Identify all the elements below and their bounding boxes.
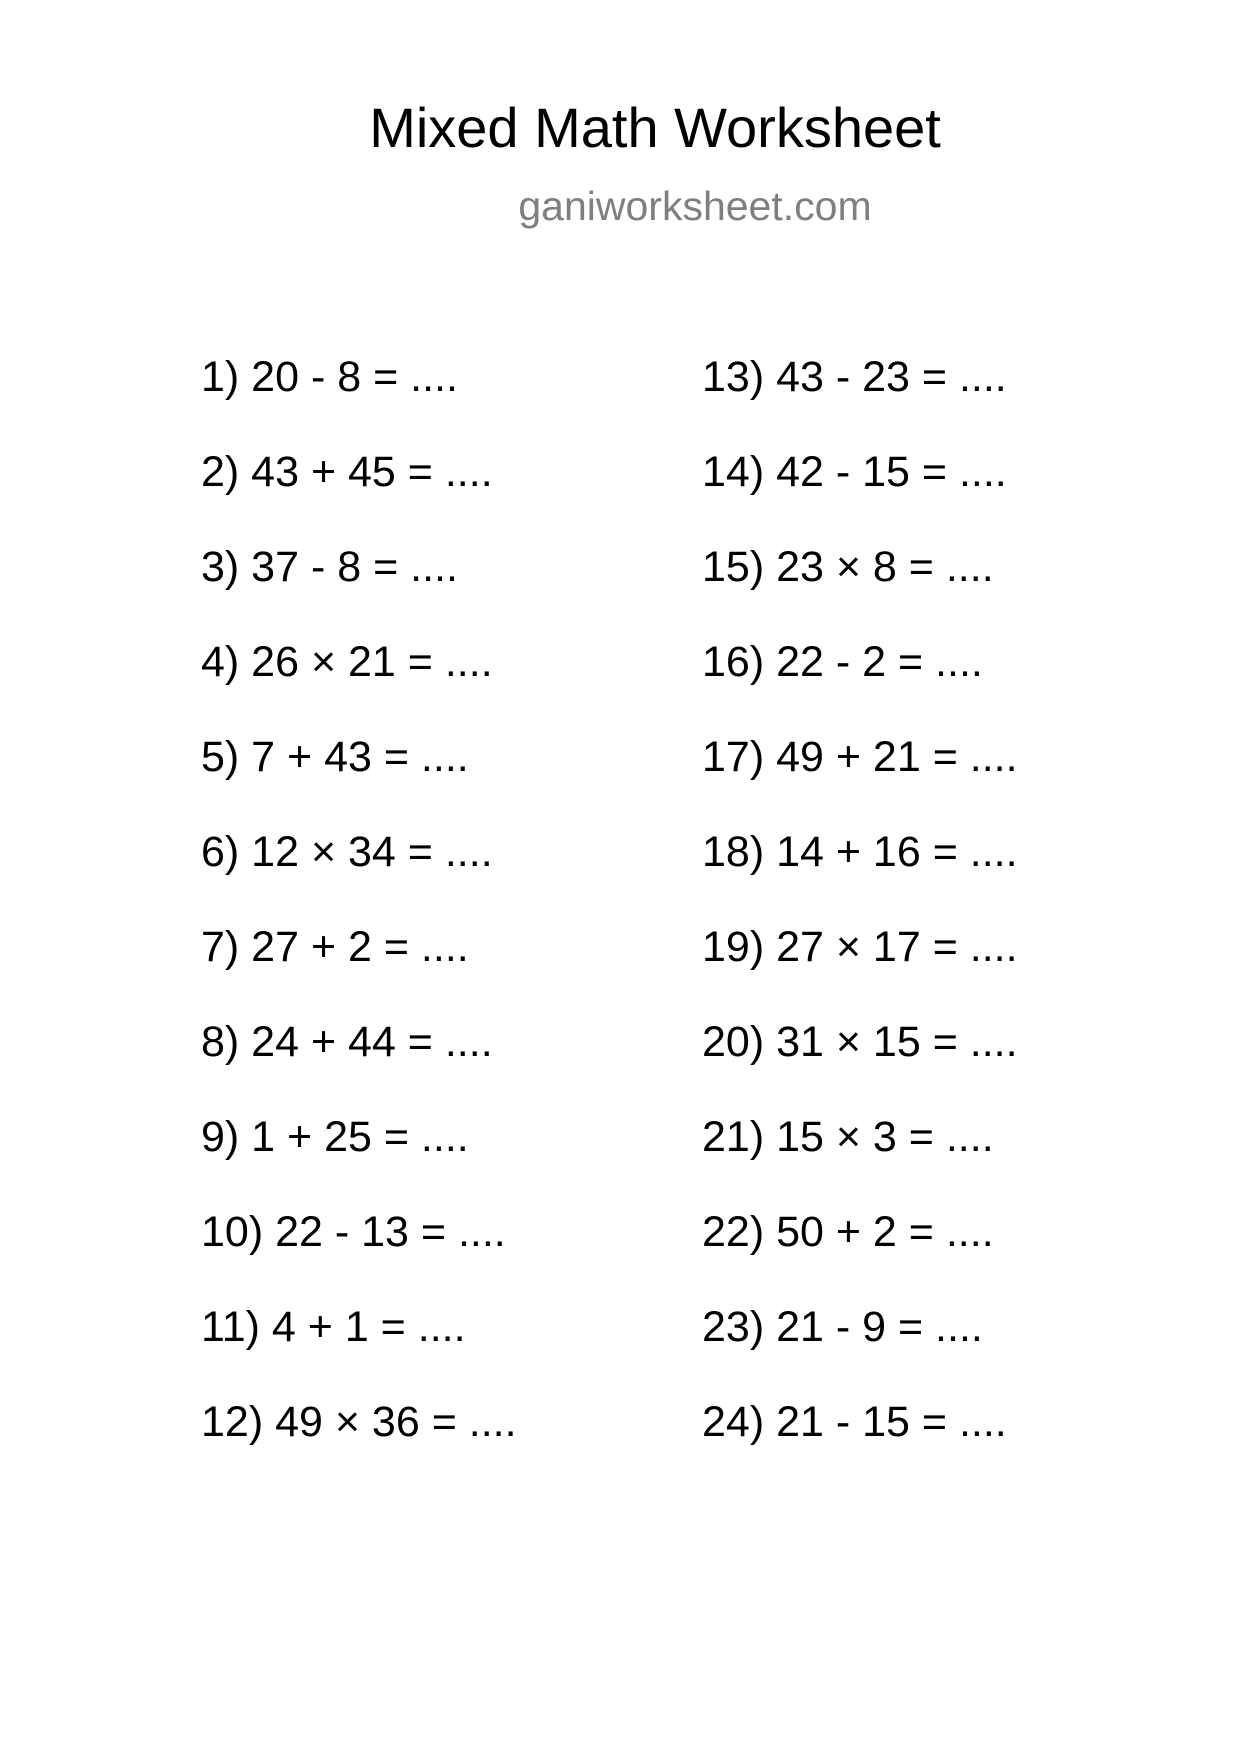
problem-column-right [702,352,1202,1492]
problem-item: 2) 43 + 45 = .... [201,448,493,496]
problem-item: 3) 37 - 8 = .... [201,543,458,591]
problem-column-left [201,352,701,1492]
problem-item: 16) 22 - 2 = .... [702,638,983,686]
problem-item: 7) 27 + 2 = .... [201,923,469,971]
problem-item: 4) 26 × 21 = .... [201,638,493,686]
problem-item: 22) 50 + 2 = .... [702,1208,994,1256]
problem-item: 8) 24 + 44 = .... [201,1018,493,1066]
problem-item: 6) 12 × 34 = .... [201,828,493,876]
problem-item: 23) 21 - 9 = .... [702,1303,983,1351]
problem-item: 19) 27 × 17 = .... [702,923,1018,971]
website-label: ganiworksheet.com [518,183,872,229]
problem-item: 18) 14 + 16 = .... [702,828,1018,876]
problem-item: 20) 31 × 15 = .... [702,1018,1018,1066]
problem-item: 17) 49 + 21 = .... [702,733,1018,781]
problem-item: 12) 49 × 36 = .... [201,1398,517,1446]
problem-item: 15) 23 × 8 = .... [702,543,994,591]
problem-item: 21) 15 × 3 = .... [702,1113,994,1161]
problem-item: 5) 7 + 43 = .... [201,733,469,781]
problem-item: 10) 22 - 13 = .... [201,1208,506,1256]
page-title: Mixed Math Worksheet [369,96,941,159]
problem-item: 1) 20 - 8 = .... [201,353,458,401]
problem-item: 14) 42 - 15 = .... [702,448,1007,496]
problem-item: 24) 21 - 15 = .... [702,1398,1007,1446]
problem-item: 13) 43 - 23 = .... [702,353,1007,401]
problem-item: 11) 4 + 1 = .... [201,1303,466,1351]
problem-item: 9) 1 + 25 = .... [201,1113,469,1161]
